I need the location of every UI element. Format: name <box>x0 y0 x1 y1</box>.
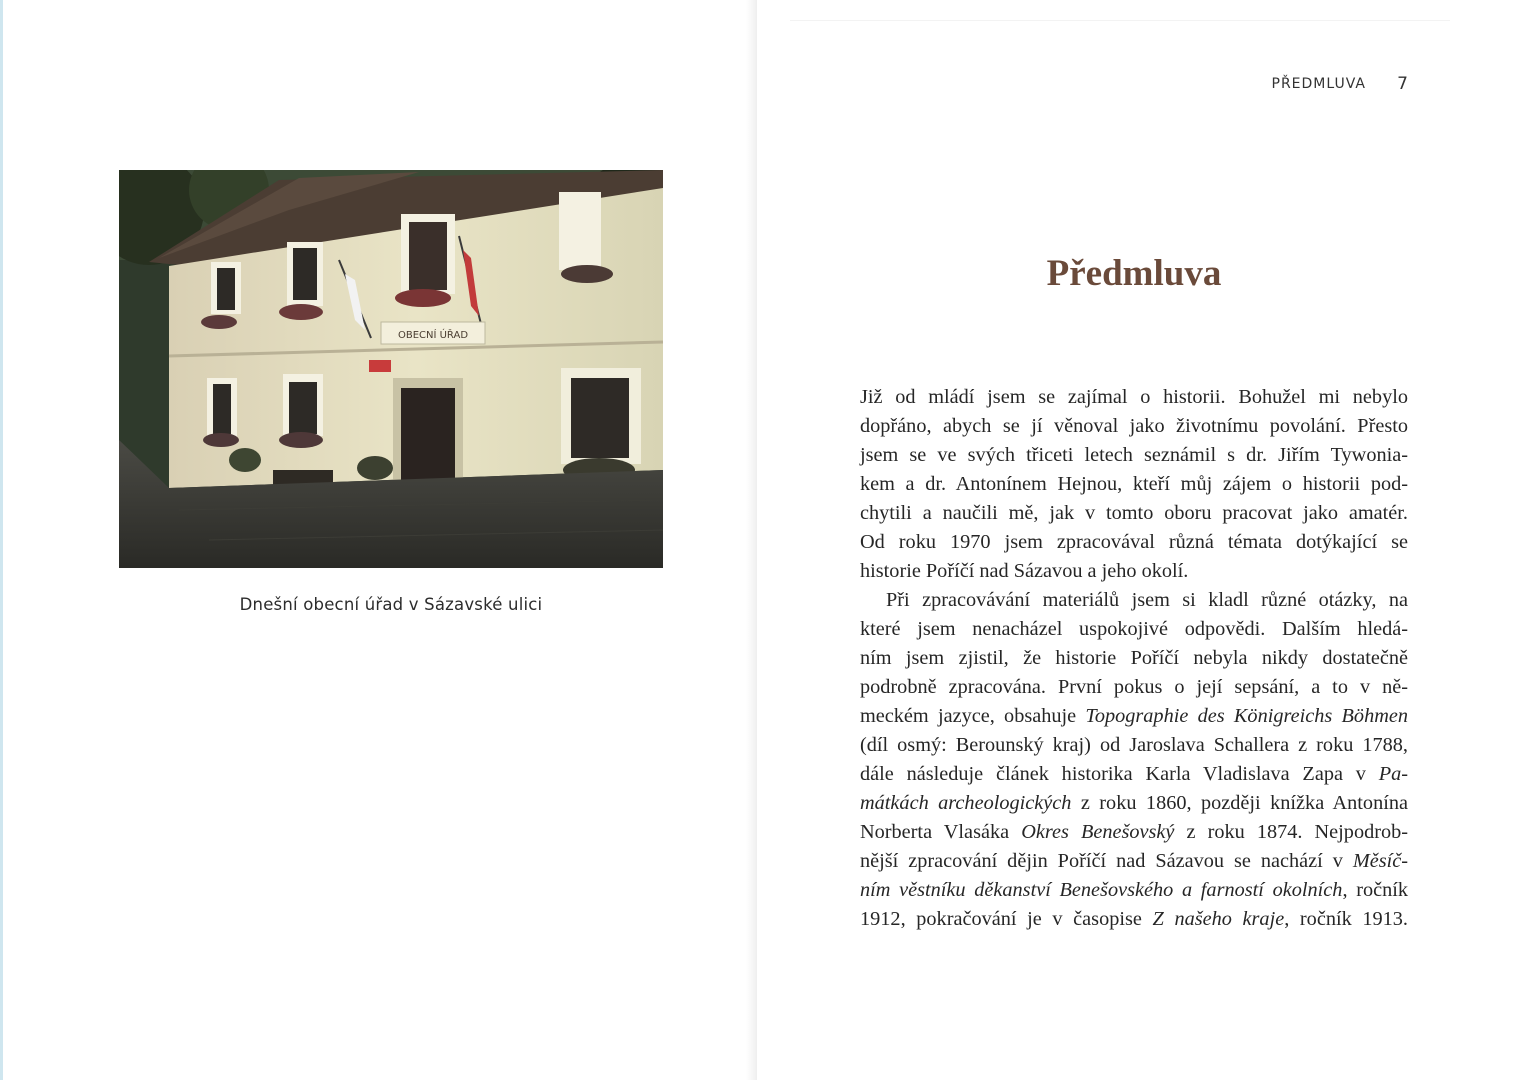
paragraph-2-body <box>860 615 1408 934</box>
title-z-naseho-kraje: Z našeho kraje <box>1152 908 1285 930</box>
text-line <box>860 818 1408 847</box>
title-okres-benesovsky: Okres Benešovský <box>1021 821 1175 843</box>
text-line <box>860 847 1408 876</box>
text-segment: z roku 1874. Nejpodrob- <box>1174 821 1409 843</box>
town-hall-photo-drawing <box>119 170 663 568</box>
text-segment: z roku 1860, později knížka Antonína <box>1071 792 1408 814</box>
text-line: které jsem nenacházel uspokojivé odpovědi. Dalším hledá- <box>860 618 1408 640</box>
chapter-title: Předmluva <box>1046 253 1222 294</box>
paragraph-1 <box>860 383 1408 557</box>
top-rule <box>790 20 1450 21</box>
text-line: Již od mládí jsem se zajímal o historii. Bohužel mi nebylo <box>860 386 1408 408</box>
body-text <box>860 383 1408 934</box>
text-segment: dále následuje článek historika Karla Vladislava Zapa v <box>860 763 1379 785</box>
book-title-topographie: Topographie des Königreichs Böhmen <box>1085 705 1409 727</box>
text-line: Od roku 1970 jsem zpracovával různá témata dotýkající se <box>860 531 1408 553</box>
text-line <box>860 702 1408 731</box>
page-number: 7 <box>1397 74 1408 94</box>
text-line <box>860 789 1408 818</box>
text-segment: meckém jazyce, obsahuje <box>860 705 1086 727</box>
text-line <box>860 876 1408 905</box>
text-segment: , ročník <box>1342 879 1409 901</box>
title-pamatky-end: mátkách archeologických <box>860 792 1072 814</box>
text-line <box>860 905 1408 934</box>
town-hall-photo <box>119 170 663 568</box>
text-line: ním jsem zjistil, že historie Poříčí nebyla nikdy dostatečně <box>860 647 1408 669</box>
text-segment: nější zpracování dějin Poříčí nad Sázavou se nachází v <box>860 850 1353 872</box>
text-line: historie Poříčí nad Sázavou a jeho okolí. <box>860 560 1189 582</box>
text-line: dopřáno, abych se jí věnoval jako životnímu povolání. Přesto <box>860 415 1408 437</box>
running-head-title: PŘEDMLUVA <box>1271 76 1366 92</box>
text-line: (díl osmý: Berounský kraj) od Jaroslava Schallera z roku 1788, <box>860 734 1408 756</box>
text-line: jsem se ve svých třiceti letech seznámil s dr. Jiřím Tywonia- <box>860 444 1408 466</box>
running-head <box>1200 74 1410 98</box>
page-edge <box>0 0 3 1080</box>
paragraph-1-end <box>860 557 1408 586</box>
text-line: chytili a naučili mě, jak v tomto oboru pracovat jako amatér. <box>860 502 1408 524</box>
text-line: Při zpracovávání materiálů jsem si kladl různé otázky, na <box>886 589 1408 611</box>
text-segment: Norberta Vlasáka <box>860 821 1022 843</box>
text-line: podrobně zpracována. První pokus o její sepsání, a to v ně- <box>860 676 1408 698</box>
title-mesicni-start: Měsíč- <box>1352 850 1408 872</box>
title-mesicni-end: ním věstníku děkanství Benešovského a farností okolních <box>860 879 1343 901</box>
text-segment: 1912, pokračování je v časopise <box>860 908 1153 930</box>
obecni-urad-sign: OBECNÍ ÚŘAD <box>397 330 469 341</box>
photo-caption: Dnešní obecní úřad v Sázavské ulici <box>239 595 543 614</box>
text-segment: , ročník 1913. <box>1284 908 1408 930</box>
title-pamatky-start: Pa- <box>1378 763 1408 785</box>
text-line: kem a dr. Antonínem Hejnou, kteří můj zájem o historii pod- <box>860 473 1408 495</box>
text-line <box>860 760 1408 789</box>
paragraph-2 <box>860 586 1408 615</box>
